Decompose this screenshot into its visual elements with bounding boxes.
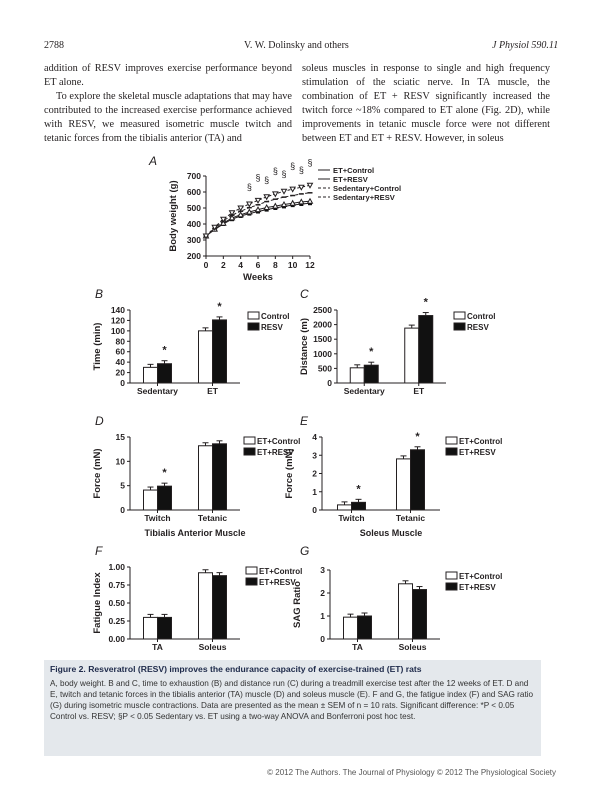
panel-e-significance-mark: * — [415, 430, 420, 443]
panel-d-y-tick-label: 5 — [120, 480, 125, 491]
panel-e-category-label: Twitch — [338, 513, 365, 523]
panel-e-y-tick-label: 0 — [312, 505, 317, 515]
panel-a-point — [308, 199, 313, 204]
panel-a-point — [264, 205, 269, 210]
panel-b-category-label: ET — [207, 386, 218, 396]
panel-g-y-tick-label: 1 — [320, 611, 325, 621]
panel-e-x-axis-label: Soleus Muscle — [359, 528, 423, 538]
panel-f-legend-swatch — [246, 567, 257, 574]
paragraph: To explore the skeletal muscle adaptations that may have contributed to the increased exercise performance achieved with RESV, we measured isometric muscle twitch and tetanic forces from the tibialis anterior (TA) and — [44, 91, 292, 144]
panel-f-category-label: TA — [152, 642, 163, 652]
panel-a-legend-label: Sedentary+Control — [333, 184, 402, 193]
panel-f-y-tick-label: 0.00 — [108, 634, 125, 644]
panel-c-significance-mark: * — [423, 296, 428, 309]
running-head-authors: V. W. Dolinsky and others — [244, 40, 349, 51]
panel-f-y-tick-label: 0.50 — [108, 598, 125, 608]
panel-c-bar-resv — [364, 365, 378, 383]
panel-d-bar-resv — [213, 444, 227, 510]
panel-f-legend-swatch — [246, 578, 257, 585]
panel-d-legend-swatch — [244, 437, 255, 444]
panel-g-y-tick-label: 2 — [320, 588, 325, 598]
panel-a-point — [247, 210, 252, 215]
panel-a-significance-mark: § — [255, 172, 261, 183]
panel-b-significance-mark: * — [162, 344, 167, 357]
panel-g-bar-control — [399, 584, 413, 639]
panel-b-bar-resv — [213, 320, 227, 383]
panel-a-point — [290, 201, 295, 206]
panel-f-bar-control — [199, 573, 213, 639]
panel-a-significance-mark: § — [264, 174, 270, 185]
panel-a-significance-mark: § — [298, 165, 304, 176]
panel-label-g: G — [300, 544, 310, 558]
panel-e-legend-swatch — [446, 448, 457, 455]
copyright-footer: © 2012 The Authors. The Journal of Physiology © 2012 The Physiological Society — [267, 768, 556, 777]
panel-a-point — [273, 192, 278, 197]
panel-c-significance-mark: * — [369, 346, 374, 359]
panel-label-b: B — [95, 287, 104, 301]
panel-b-legend-swatch — [248, 323, 259, 330]
panel-a-point — [282, 189, 287, 194]
panel-b-y-tick-label: 40 — [115, 357, 125, 368]
panel-g-y-axis-label: SAG Ratio — [292, 581, 303, 628]
panel-a-x-tick-label: 0 — [203, 260, 209, 270]
panel-e-legend-label: ET+Control — [459, 437, 503, 446]
panel-c-y-axis-label: Distance (m) — [299, 317, 310, 376]
panel-label-d: D — [95, 414, 104, 428]
panel-g-legend-swatch — [446, 583, 457, 590]
panel-d-legend-label: ET+RESV — [257, 448, 294, 457]
panel-f-category-label: Soleus — [198, 642, 227, 652]
panel-f-bar-control — [144, 617, 158, 639]
panel-a-significance-mark: § — [307, 157, 313, 168]
panel-a-point — [238, 212, 243, 217]
panel-e-bar-resv — [352, 502, 366, 510]
panel-a-y-tick-label: 600 — [186, 187, 201, 197]
panel-g-legend-label: ET+RESV — [459, 583, 496, 592]
panel-d-y-tick-label: 10 — [115, 456, 125, 467]
panel-b-y-tick-label: 140 — [110, 305, 125, 315]
panel-a-point — [264, 195, 269, 200]
panel-f-bar-resv — [213, 576, 227, 639]
panel-b-category-label: Sedentary — [136, 386, 179, 396]
panel-f-legend-label: ET+RESV — [259, 578, 296, 587]
panel-b-legend-swatch — [248, 312, 259, 319]
panel-a-point — [308, 183, 313, 188]
panel-g-legend-label: ET+Control — [459, 572, 503, 581]
panel-d-category-label: Twitch — [144, 513, 171, 523]
panel-f-y-tick-label: 0.75 — [108, 580, 125, 590]
panel-e-bar-resv — [411, 450, 425, 510]
panel-b-y-tick-label: 0 — [120, 378, 125, 388]
panel-e-y-tick-label: 1 — [312, 486, 317, 497]
panel-c-legend-label: RESV — [467, 323, 489, 332]
panel-a-x-tick-label: 2 — [220, 260, 226, 270]
panel-g-category-label: Soleus — [398, 642, 427, 652]
panel-b-legend-label: Control — [261, 312, 290, 321]
panel-e-y-tick-label: 3 — [312, 450, 317, 461]
panel-d-bar-control — [199, 446, 213, 510]
panel-d-bar-resv — [158, 486, 172, 510]
panel-c-y-tick-label: 500 — [317, 363, 332, 374]
panel-g-bar-control — [344, 617, 358, 639]
panel-g-legend-swatch — [446, 572, 457, 579]
panel-c-category-label: ET — [413, 386, 425, 396]
page-number: 2788 — [44, 40, 64, 51]
panel-c-bar-resv — [419, 316, 433, 383]
panel-e-y-axis-label: Force (mN) — [284, 448, 295, 499]
panel-g-y-tick-label: 0 — [320, 634, 325, 644]
panel-a-point — [290, 187, 295, 192]
panel-d-category-label: Tetanic — [197, 513, 228, 523]
panel-e-bar-control — [338, 505, 352, 510]
panel-e-y-tick-label: 2 — [312, 468, 317, 479]
panel-b-legend-label: RESV — [261, 323, 283, 332]
panel-a-point — [256, 207, 261, 212]
panel-d-legend-swatch — [244, 448, 255, 455]
panel-d-y-tick-label: 15 — [115, 432, 125, 442]
panel-a-significance-mark: § — [272, 165, 278, 176]
panel-e-bar-control — [397, 459, 411, 510]
panel-c-category-label: Sedentary — [343, 386, 385, 396]
panel-a-significance-mark: § — [246, 182, 252, 192]
panel-a-y-tick-label: 700 — [186, 171, 201, 181]
panel-e-y-tick-label: 4 — [312, 432, 317, 442]
panel-a-y-tick-label: 500 — [186, 203, 201, 213]
panel-a-legend-label: ET+RESV — [333, 175, 368, 184]
panel-a-x-tick-label: 8 — [272, 260, 278, 270]
panel-d-significance-mark: * — [162, 467, 167, 480]
panel-b-bar-resv — [158, 364, 172, 383]
panel-d-y-tick-label: 0 — [120, 505, 125, 515]
panel-a-point — [273, 204, 278, 209]
running-head-journal: J Physiol 590.11 — [492, 40, 559, 51]
paragraph: addition of RESV improves exercise performance beyond ET alone. — [44, 63, 292, 88]
panel-g-y-tick-label: 3 — [320, 565, 325, 575]
panel-e-category-label: Tetanic — [395, 513, 426, 523]
panel-d-y-axis-label: Force (mN) — [92, 448, 103, 499]
panel-g-bar-resv — [413, 590, 427, 639]
panel-a-y-tick-label: 200 — [186, 251, 201, 261]
panel-a-y-axis-label: Body weight (g) — [168, 180, 179, 252]
panel-a-x-tick-label: 6 — [255, 260, 261, 270]
panel-d-x-axis-label: Tibialis Anterior Muscle — [144, 528, 246, 538]
panel-b-y-tick-label: 60 — [115, 346, 125, 357]
panel-c-legend-swatch — [454, 323, 465, 330]
panel-c-y-tick-label: 2000 — [313, 319, 332, 330]
panel-b-bar-control — [144, 367, 158, 383]
panel-b-y-tick-label: 80 — [115, 336, 125, 347]
panel-b-y-tick-label: 120 — [110, 315, 125, 326]
panel-f-y-tick-label: 1.00 — [108, 562, 125, 572]
panel-a-significance-mark: § — [281, 169, 287, 180]
panel-a-y-tick-label: 400 — [186, 219, 201, 229]
panel-c-y-tick-label: 1000 — [313, 348, 332, 359]
panel-g-category-label: TA — [352, 642, 363, 652]
panel-f-y-axis-label: Fatigue Index — [92, 572, 103, 634]
panel-f-bar-resv — [158, 617, 172, 639]
panel-a-legend-label: ET+Control — [333, 166, 375, 175]
panel-a-point — [299, 199, 304, 204]
paragraph: soleus muscles in response to single and high frequency stimulation of the sciatic nerve. In TA muscle, the combination of ET + RESV significantly increased the twitch force ~18% compared to ET alone (Fig. 2D), while improvements in tetanic muscle force were not different between ET and ET + RESV. However, in soleus — [302, 63, 550, 144]
panel-a-point — [256, 198, 261, 203]
panel-a-point — [282, 202, 287, 207]
figure-caption — [44, 660, 541, 756]
figure-caption-title: Figure 2. Resveratrol (RESV) improves the endurance capacity of exercise-trained (ET) rats — [50, 664, 422, 674]
panel-c-y-tick-label: 1500 — [313, 334, 332, 345]
panel-a-point — [247, 202, 252, 207]
panel-a-point — [238, 206, 243, 211]
panel-f-legend-label: ET+Control — [259, 567, 303, 576]
panel-a-x-tick-label: 10 — [287, 260, 298, 270]
panel-c-legend-swatch — [454, 312, 465, 319]
panel-b-y-tick-label: 20 — [115, 367, 125, 378]
panel-g-bar-resv — [358, 616, 372, 639]
panel-b-significance-mark: * — [217, 300, 222, 313]
panel-label-f: F — [95, 544, 103, 558]
panel-c-legend-label: Control — [467, 312, 496, 321]
panel-a-point — [299, 185, 304, 190]
panel-label-c: C — [300, 287, 309, 301]
panel-e-legend-label: ET+RESV — [459, 448, 496, 457]
panel-a-legend-label: Sedentary+RESV — [333, 193, 395, 202]
panel-b-bar-control — [199, 331, 213, 383]
panel-b-y-axis-label: Time (min) — [92, 322, 103, 371]
panel-a-significance-mark: § — [290, 161, 296, 172]
panel-a-x-tick-label: 4 — [238, 260, 244, 270]
panel-b-y-tick-label: 100 — [110, 325, 125, 336]
panel-c-bar-control — [350, 368, 364, 383]
panel-f-y-tick-label: 0.25 — [108, 616, 125, 626]
panel-label-a: A — [149, 154, 158, 168]
panel-c-y-tick-label: 0 — [327, 378, 332, 388]
panel-a-x-axis-label: Weeks — [243, 272, 273, 283]
figure-caption-body: A, body weight. B and C, time to exhaustion (B) and distance run (C) during a treadmill exercise test after the 12 weeks of ET. D and E, twitch and tetanic forces in the tibialis anterior (TA) muscle (D) and soleus muscle (E). F and G, the fatigue index (F) and SAG ratio (G) during isometric muscle contractions. Data are presented as the mean ± SEM of n = 10 rats. Significant difference: *P < 0.05 Control vs. RESV; §P < 0.05 Sedentary vs. ET using a two-way ANOVA and Bonferroni post hoc test. — [50, 679, 534, 721]
panel-e-legend-swatch — [446, 437, 457, 444]
panel-c-y-tick-label: 2500 — [313, 305, 332, 315]
panel-c-bar-control — [405, 328, 419, 383]
panel-a-y-tick-label: 300 — [186, 235, 201, 245]
panel-a-x-tick-label: 12 — [305, 260, 315, 270]
panel-e-significance-mark: * — [356, 483, 361, 496]
panel-d-bar-control — [144, 490, 158, 510]
panel-d-legend-label: ET+Control — [257, 437, 301, 446]
panel-label-e: E — [300, 414, 309, 428]
